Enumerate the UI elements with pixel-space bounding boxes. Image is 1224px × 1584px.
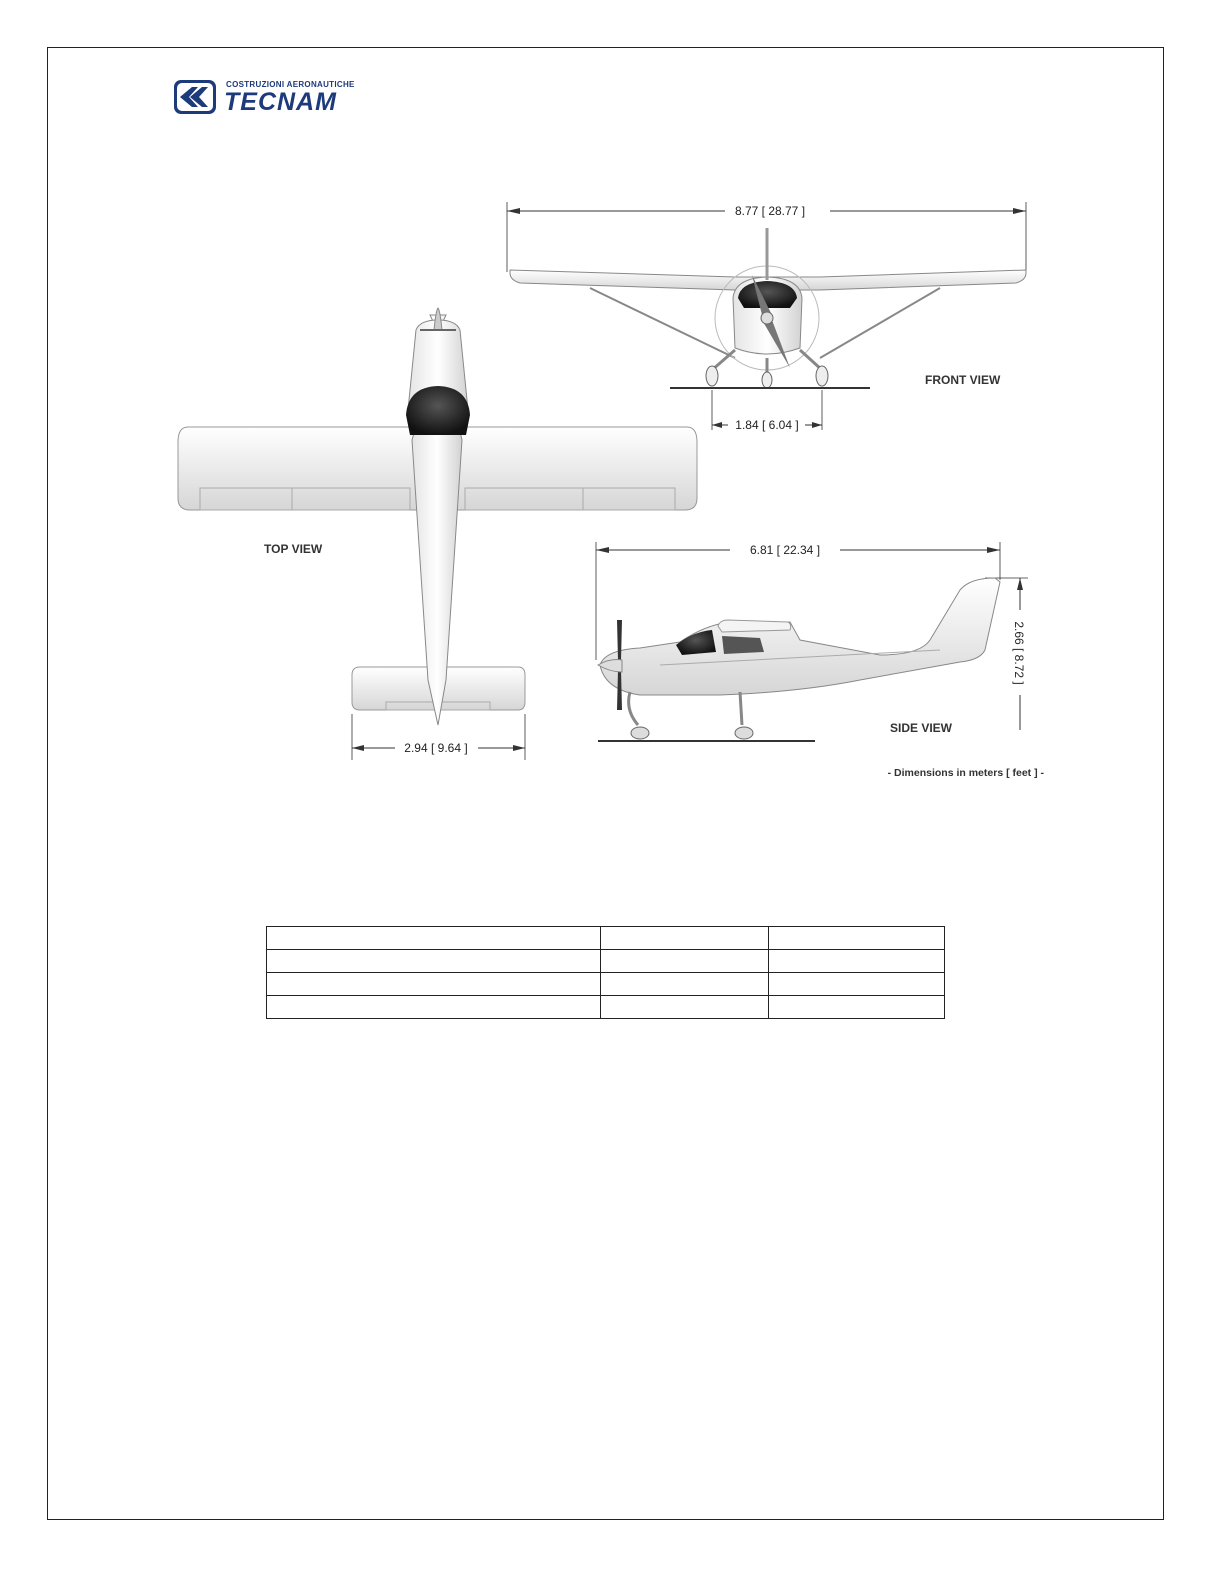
front-track-dimension: 1.84 [ 6.04 ] <box>735 418 799 432</box>
table-cell <box>267 996 601 1019</box>
dimensions-note: - Dimensions in meters [ feet ] - <box>887 767 1044 779</box>
table-cell <box>267 950 601 973</box>
table-cell <box>601 996 769 1019</box>
side-view-label: SIDE VIEW <box>890 721 953 735</box>
table-row <box>267 973 945 996</box>
table-cell <box>769 950 945 973</box>
aircraft-three-view-drawing <box>160 180 1060 790</box>
table-row <box>267 927 945 950</box>
front-span-dimension: 8.77 [ 28.77 ] <box>734 204 806 218</box>
table-cell <box>267 927 601 950</box>
front-view-label: FRONT VIEW <box>925 373 1001 387</box>
specification-table <box>266 926 945 1019</box>
side-height-dimension: 2.66 [ 8.72 ] <box>1012 621 1026 685</box>
table-row <box>267 996 945 1019</box>
table-cell <box>769 927 945 950</box>
logo-subtitle: COSTRUZIONI AERONAUTICHE <box>226 80 355 89</box>
table-cell <box>601 927 769 950</box>
table-cell <box>769 973 945 996</box>
top-view-label: TOP VIEW <box>264 542 323 556</box>
table-cell <box>601 950 769 973</box>
table-cell <box>769 996 945 1019</box>
table-cell <box>267 973 601 996</box>
table-row <box>267 950 945 973</box>
logo-name: TECNAM <box>224 88 337 116</box>
side-length-dimension: 6.81 [ 22.34 ] <box>749 543 821 557</box>
front-view <box>507 202 1026 432</box>
side-view <box>596 542 1028 741</box>
table-cell <box>601 973 769 996</box>
top-tail-span-dimension: 2.94 [ 9.64 ] <box>404 741 468 755</box>
